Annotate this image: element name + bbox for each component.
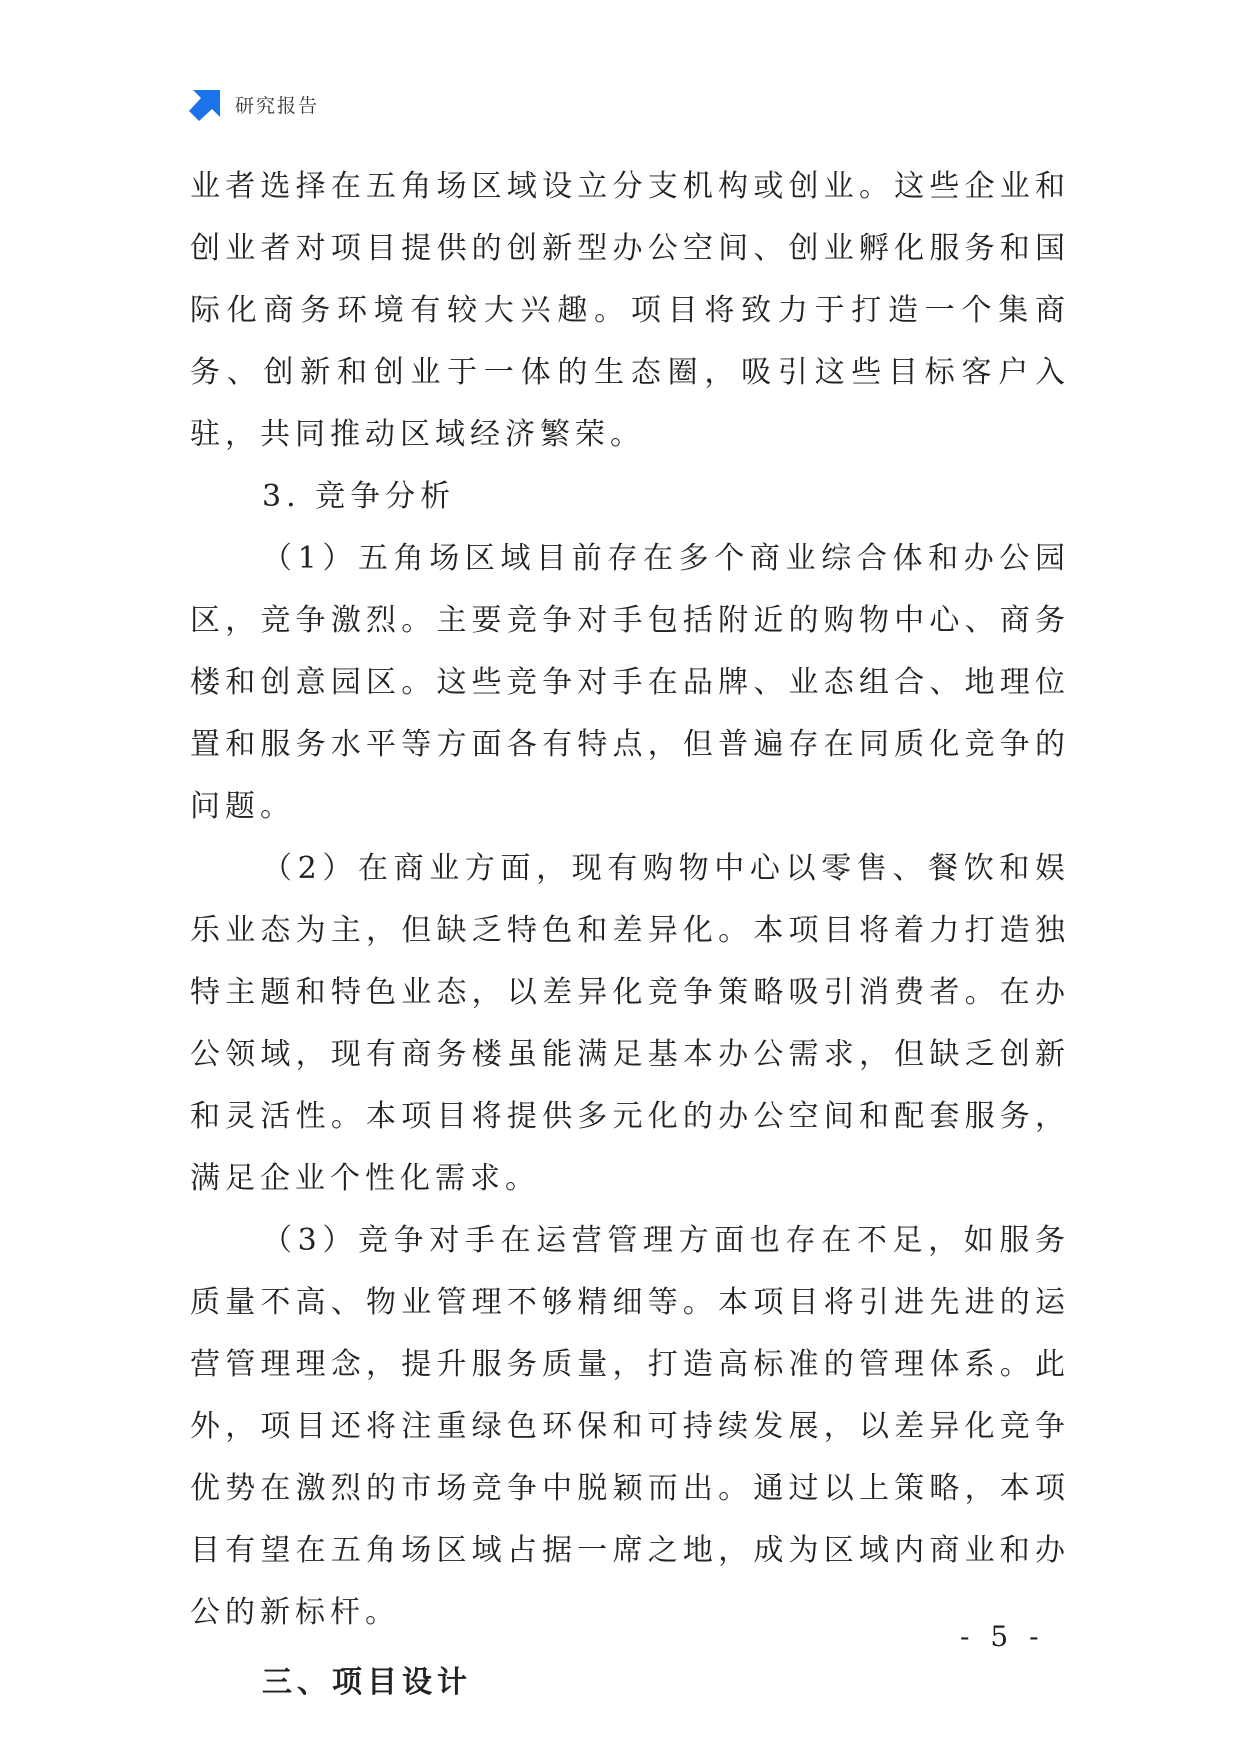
- header-label: 研究报告: [235, 95, 320, 117]
- paragraph-continuation: 业者选择在五角场区域设立分支机构或创业。这些企业和创业者对项目提供的创新型办公空间、创业孵化服务和国际化商务环境有较大兴趣。项目将致力于打造一个集商务、创新和创业于一体的生态圈，吸引这些目标客户入驻，共同推动区域经济繁荣。: [190, 169, 1070, 452]
- document-body: [190, 156, 1070, 1714]
- page-number: - 5 -: [960, 1620, 1045, 1653]
- paragraph-competition-3: （3）竞争对手在运营管理方面也存在不足，如服务质量不高、物业管理不够精细等。本项目将引进先进的运营管理理念，提升服务质量，打造高标准的管理体系。此外，项目还将注重绿色环保和可持续发展，以差异化竞争优势在激烈的市场竞争中脱颖而出。通过以上策略，本项目有望在五角场区域占据一席之地，成为区域内商业和办公的新标杆。: [190, 1223, 1070, 1630]
- page-header: [189, 87, 319, 121]
- paragraph-competition-2: （2）在商业方面，现有购物中心以零售、餐饮和娱乐业态为主，但缺乏特色和差异化。本项目将着力打造独特主题和特色业态，以差异化竞争策略吸引消费者。在办公领域，现有商务楼虽能满足基本办公需求，但缺乏创新和灵活性。本项目将提供多元化的办公空间和配套服务，满足企业个性化需求。: [190, 851, 1070, 1196]
- section-heading: 三、项目设计: [262, 1665, 472, 1700]
- subsection-heading: 3. 竞争分析: [262, 479, 456, 514]
- diagonal-arrow-logo-icon: [189, 87, 223, 121]
- paragraph-competition-1: （1）五角场区域目前存在多个商业综合体和办公园区，竞争激烈。主要竞争对手包括附近的购物中心、商务楼和创意园区。这些竞争对手在品牌、业态组合、地理位置和服务水平等方面各有特点，但普遍存在同质化竞争的问题。: [190, 541, 1070, 824]
